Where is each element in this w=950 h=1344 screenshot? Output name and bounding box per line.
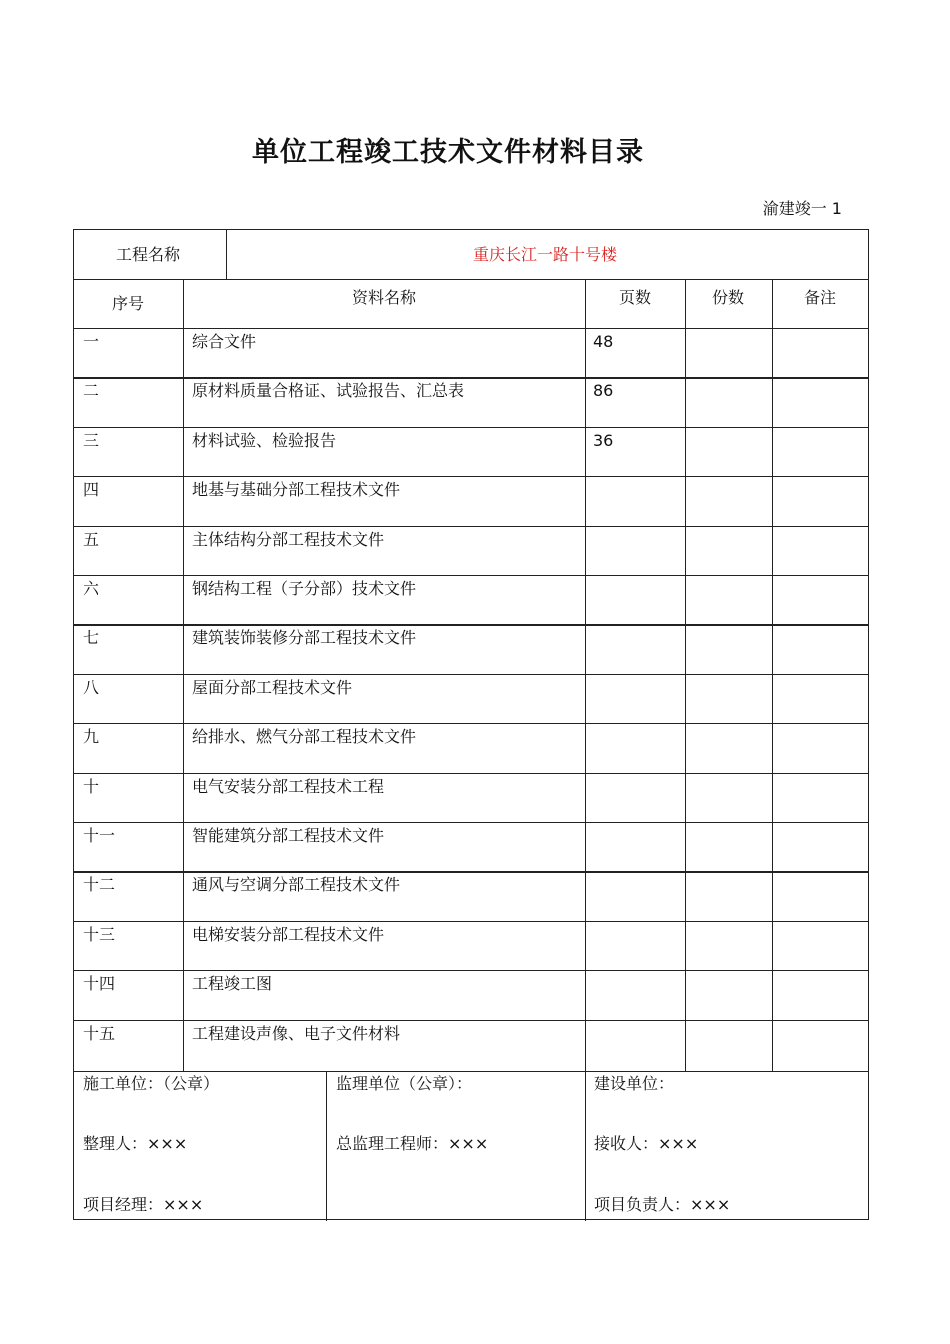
table-rule <box>74 377 868 378</box>
header-copies: 份数 <box>712 288 745 307</box>
row-seq: 十 <box>83 776 100 796</box>
row-name: 给排水、燃气分部工程技术文件 <box>192 727 417 747</box>
row-seq: 十三 <box>83 924 116 944</box>
chief-supervisor: 总监理工程师：××× <box>336 1134 489 1153</box>
header-pages: 页数 <box>619 288 652 307</box>
document-number: 渝建竣一 1 <box>762 199 842 218</box>
document-title: 单位工程竣工技术文件材料目录 <box>252 137 644 168</box>
row-seq: 八 <box>83 677 100 697</box>
row-seq: 一 <box>83 332 100 351</box>
project-lead: 项目负责人：××× <box>594 1195 731 1214</box>
row-name: 通风与空调分部工程技术文件 <box>192 875 401 895</box>
row-pages: 86 <box>593 381 614 401</box>
table-divider <box>226 230 227 279</box>
table-divider <box>772 279 773 1071</box>
row-name: 工程建设声像、电子文件材料 <box>192 1023 401 1043</box>
table-divider <box>685 279 686 1071</box>
row-seq: 六 <box>83 579 100 598</box>
row-seq: 十二 <box>83 875 116 895</box>
row-name: 钢结构工程（子分部）技术文件 <box>192 579 417 598</box>
table-rule <box>74 328 868 329</box>
row-name: 地基与基础分部工程技术文件 <box>192 480 401 500</box>
header-remarks: 备注 <box>804 288 837 307</box>
table-divider <box>326 1071 327 1222</box>
owner-unit: 建设单位： <box>594 1074 675 1093</box>
row-name: 原材料质量合格证、试验报告、汇总表 <box>192 381 465 401</box>
header-name: 资料名称 <box>352 288 417 307</box>
table-rule <box>74 526 868 527</box>
table-rule <box>74 1071 868 1072</box>
row-pages: 36 <box>593 430 614 450</box>
row-name: 材料试验、检验报告 <box>192 430 337 450</box>
table-divider <box>585 1071 586 1222</box>
row-name: 工程竣工图 <box>192 974 273 994</box>
row-seq: 十一 <box>83 826 116 845</box>
row-name: 主体结构分部工程技术文件 <box>192 529 385 549</box>
table-rule <box>74 921 868 922</box>
row-seq: 五 <box>83 529 100 549</box>
row-seq: 四 <box>83 480 100 500</box>
table-rule <box>74 871 868 872</box>
table-rule <box>74 674 868 675</box>
table-rule <box>74 773 868 774</box>
row-name: 屋面分部工程技术文件 <box>192 677 353 697</box>
compiler: 整理人：××× <box>83 1134 188 1153</box>
row-pages: 48 <box>593 332 614 351</box>
row-name: 智能建筑分部工程技术文件 <box>192 826 385 845</box>
row-seq: 十四 <box>83 974 116 994</box>
header-seq: 序号 <box>112 294 145 313</box>
row-seq: 七 <box>83 628 100 648</box>
table-rule <box>74 822 868 823</box>
table-rule <box>74 1020 868 1021</box>
row-name: 建筑装饰装修分部工程技术文件 <box>192 628 417 648</box>
table-rule <box>74 624 868 625</box>
receiver: 接收人：××× <box>594 1134 699 1153</box>
table-rule <box>74 575 868 576</box>
construction-unit: 施工单位：（公章） <box>83 1074 220 1093</box>
project-name-value: 重庆长江一路十号楼 <box>473 245 618 264</box>
table-rule <box>74 427 868 428</box>
row-seq: 三 <box>83 430 100 450</box>
table-rule <box>74 723 868 724</box>
table-rule <box>74 279 868 280</box>
table-divider <box>183 279 184 1071</box>
row-name: 电气安装分部工程技术工程 <box>192 776 385 796</box>
row-name: 电梯安装分部工程技术文件 <box>192 924 385 944</box>
table-rule <box>74 476 868 477</box>
row-seq: 二 <box>83 381 100 401</box>
table-divider <box>585 279 586 1071</box>
row-seq: 十五 <box>83 1023 116 1043</box>
project-name-label: 工程名称 <box>116 245 181 264</box>
row-name: 综合文件 <box>192 332 257 351</box>
row-seq: 九 <box>83 727 100 747</box>
supervision-unit: 监理单位（公章）： <box>336 1074 473 1093</box>
catalog-table <box>73 229 869 1220</box>
project-manager: 项目经理：××× <box>83 1195 204 1214</box>
table-rule <box>74 970 868 971</box>
